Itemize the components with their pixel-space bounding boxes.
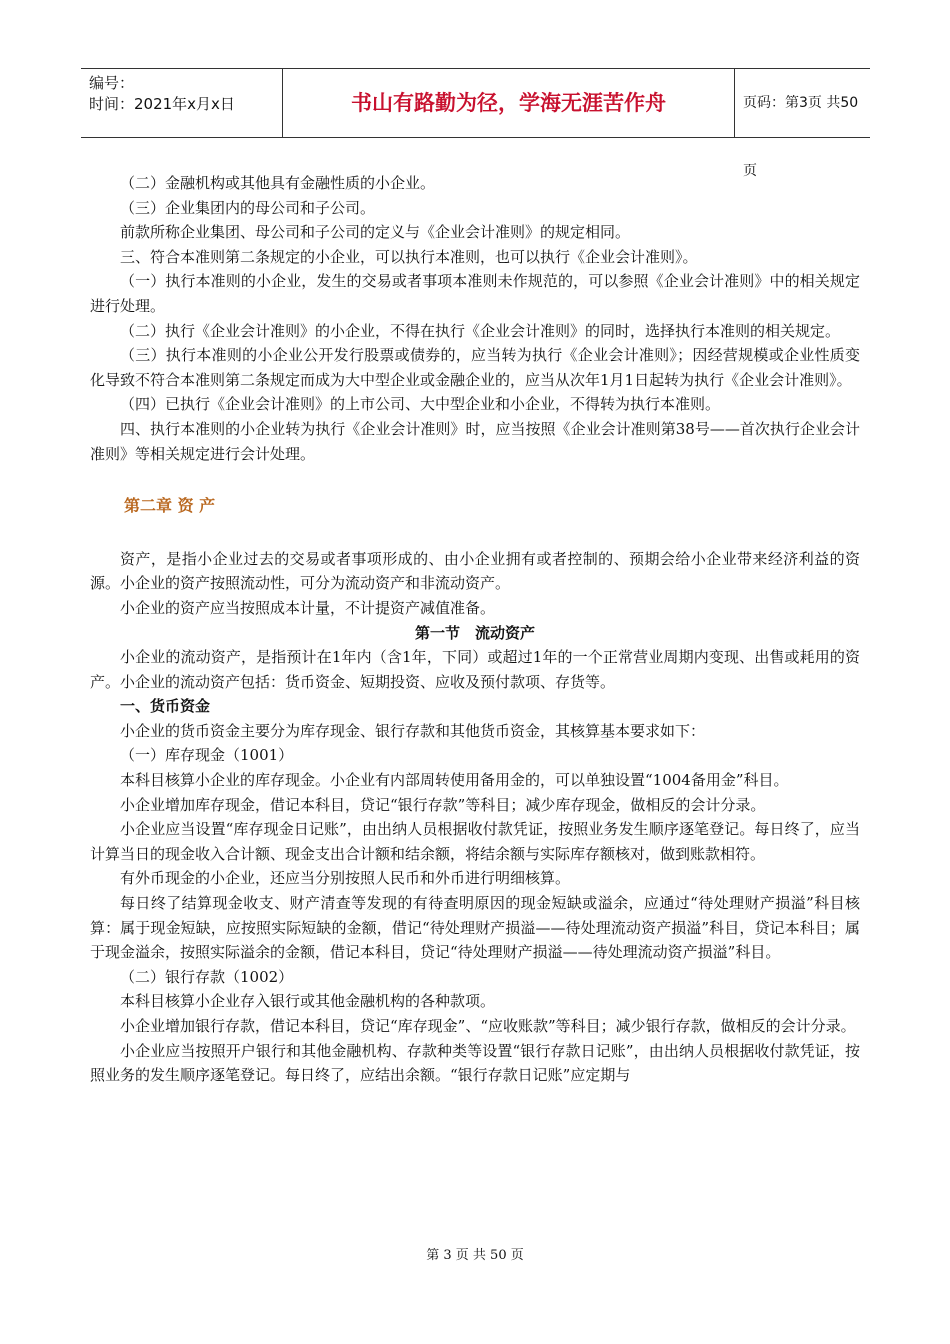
page-header	[81, 68, 870, 179]
paragraph: （一）库存现金（1001）	[120, 746, 294, 765]
paragraph: 小企业应当按照开户银行和其他金融机构、存款种类等设置“银行存款日记账”，由出纳人员根据收付款凭证，按照业务的发生顺序逐笔登记。每日终了，应结出余额。“银行存款日记账”应定期与	[90, 1041, 860, 1085]
paragraph: 小企业增加银行存款，借记本科目，贷记“库存现金”、“应收账款”等科目；减少银行存款，做相反的会计分录。	[120, 1017, 856, 1035]
paragraph: 小企业的资产应当按照成本计量，不计提资产减值准备。	[120, 598, 496, 617]
paragraph: （三）企业集团内的母公司和子公司。	[120, 198, 376, 217]
paragraph: 有外币现金的小企业，还应当分别按照人民币和外币进行明细核算。	[120, 869, 571, 888]
document-body	[90, 171, 860, 1088]
paragraph: 本科目核算小企业的库存现金。小企业有内部周转使用备用金的，可以单独设置“1004备用金”科目。	[120, 771, 789, 790]
paragraph: 本科目核算小企业存入银行或其他金融机构的各种款项。	[120, 992, 496, 1011]
paragraph: 三、符合本准则第二条规定的小企业，可以执行本准则，也可以执行《企业会计准则》。	[120, 247, 698, 266]
subsection-heading: 一、货币资金	[120, 697, 211, 716]
paragraph: 小企业增加库存现金，借记本科目，贷记“银行存款”等科目；减少库存现金，做相反的会计分录。	[120, 795, 766, 814]
paragraph: 前款所称企业集团、母公司和子公司的定义与《企业会计准则》的规定相同。	[120, 223, 631, 242]
header-meta	[81, 69, 283, 137]
paragraph: （二）银行存款（1002）	[120, 967, 294, 986]
page-footer: 第 3 页 共 50 页	[426, 1248, 524, 1263]
paragraph: 资产，是指小企业过去的交易或者事项形成的、由小企业拥有或者控制的、预期会给小企业带来经济利益的资源。小企业的资产按照流动性，可分为流动资产和非流动资产。	[90, 549, 860, 593]
paragraph: 小企业的货币资金主要分为库存现金、银行存款和其他货币资金，其核算基本要求如下：	[120, 721, 706, 740]
paragraph: 小企业的流动资产，是指预计在1年内（含1年，下同）或超过1年的一个正常营业周期内变现、出售或耗用的资产。小企业的流动资产包括：货币资金、短期投资、应收及预付款项、存货等。	[90, 648, 860, 691]
chapter-heading: 第二章 资 产	[124, 496, 216, 516]
paragraph: 小企业应当设置“库存现金日记账”，由出纳人员根据收付款凭证，按照业务发生顺序逐笔登记。每日终了，应当计算当日的现金收入合计额、现金支出合计额和结余额，将结余额与实际库存额核对，做到账款相符。	[90, 820, 860, 863]
number-label: 编号：	[89, 74, 135, 92]
paragraph: （四）已执行《企业会计准则》的上市公司、大中型企业和小企业，不得转为执行本准则。	[120, 395, 721, 414]
date-label: 时间：2021年x月x日	[89, 95, 235, 113]
paragraph: （二）执行《企业会计准则》的小企业，不得在执行《企业会计准则》的同时，选择执行本准则的相关规定。	[120, 321, 841, 340]
paragraph: 四、执行本准则的小企业转为执行《企业会计准则》时，应当按照《企业会计准则第38号——首次执行企业会计准则》等相关规定进行会计处理。	[90, 419, 860, 463]
paragraph: （三）执行本准则的小企业公开发行股票或债券的，应当转为执行《企业会计准则》；因经营规模或企业性质变化导致不符合本准则第二条规定而成为大中型企业或金融企业的，应当从次年1月1日起转为执行《企业会计准则》。	[90, 346, 860, 389]
header-page-info: 页码：第3页 共50页	[743, 95, 859, 179]
paragraph: （一）执行本准则的小企业，发生的交易或者事项本准则未作规范的，可以参照《企业会计准则》中的相关规定进行处理。	[90, 272, 860, 315]
section-heading: 第一节 流动资产	[414, 623, 535, 642]
paragraph: 每日终了结算现金收支、财产清查等发现的有待查明原因的现金短缺或溢余，应通过“待处理财产损溢”科目核算：属于现金短缺，应按照实际短缺的金额，借记“待处理财产损溢——待处理流动资产损溢”科目，贷记本科目；属于现金溢余，按照实际溢余的金额，借记本科目，贷记“待处理财产损溢——待处理流动资产损溢”科目。	[90, 894, 860, 962]
paragraph: （二）金融机构或其他具有金融性质的小企业。	[120, 174, 436, 192]
header-motto: 书山有路勤为径，学海无涯苦作舟	[283, 69, 735, 137]
